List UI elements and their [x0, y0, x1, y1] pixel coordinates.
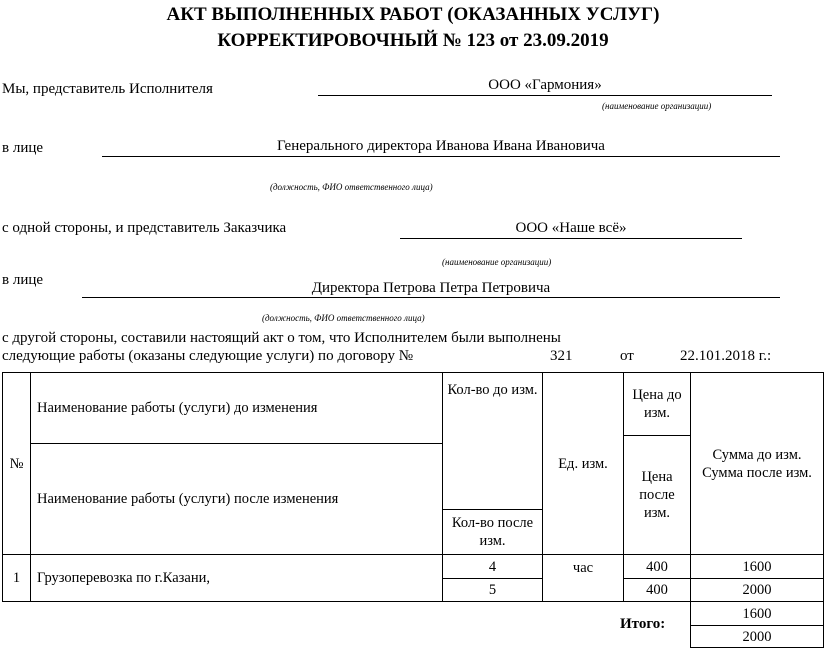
- header-unit: Ед. изм.: [542, 372, 624, 555]
- customer-person: Директора Петрова Петра Петровича: [311, 280, 551, 296]
- statement-line2-prefix: следующие работы (оказаны следующие услуги) по договору №: [2, 348, 414, 364]
- header-sum: Сумма до изм. Сумма после изм.: [690, 372, 824, 555]
- executor-person: Генерального директора Иванова Ивана Ивановича: [277, 138, 605, 154]
- row-unit: час: [542, 554, 624, 602]
- header-qty-before: Кол-во до изм.: [442, 372, 543, 510]
- header-name-after: Наименование работы (услуги) после изменения: [30, 443, 443, 555]
- executor-org-line: [318, 95, 772, 96]
- row-num: 1: [2, 554, 31, 602]
- executor-person-label: в лице: [2, 140, 44, 156]
- row-name: Грузоперевозка по г.Казани,: [30, 554, 443, 602]
- customer-label: с одной стороны, и представитель Заказчика: [2, 220, 287, 236]
- customer-person-label: в лице: [2, 272, 44, 288]
- document-title-line2: КОРРЕКТИРОВОЧНЫЙ № 123 от 23.09.2019: [217, 30, 609, 51]
- customer-org-hint: (наименование организации): [442, 257, 552, 267]
- executor-org: ООО «Гармония»: [488, 77, 602, 93]
- contract-date: 22.101.2018 г.:: [680, 348, 772, 364]
- row-qty-after: 5: [442, 578, 543, 602]
- executor-person-hint: (должность, ФИО ответственного лица): [270, 182, 433, 192]
- contract-number: 321: [550, 348, 573, 364]
- total-label: Итого:: [620, 616, 666, 632]
- customer-person-hint: (должность, ФИО ответственного лица): [262, 313, 425, 323]
- row-sum-before: 1600: [690, 554, 824, 579]
- header-name-before: Наименование работы (услуги) до изменения: [30, 372, 443, 444]
- header-price-before: Цена до изм.: [623, 372, 691, 436]
- row-price-after: 400: [623, 578, 691, 602]
- statement-line1: с другой стороны, составили настоящий акт о том, что Исполнителем были выполнены: [2, 330, 561, 346]
- row-qty-before: 4: [442, 554, 543, 579]
- executor-label: Мы, представитель Исполнителя: [2, 81, 213, 97]
- customer-org-line: [400, 238, 742, 239]
- executor-person-line: [102, 156, 780, 157]
- contract-from-label: от: [620, 348, 634, 364]
- customer-org: ООО «Наше всё»: [515, 220, 627, 236]
- row-price-before: 400: [623, 554, 691, 579]
- header-qty-after: Кол-во после изм.: [442, 509, 543, 555]
- total-after: 2000: [690, 625, 824, 648]
- document-title-line1: АКТ ВЫПОЛНЕННЫХ РАБОТ (ОКАЗАННЫХ УСЛУГ): [166, 4, 660, 25]
- executor-org-hint: (наименование организации): [602, 101, 712, 111]
- customer-person-line: [82, 297, 780, 298]
- row-sum-after: 2000: [690, 578, 824, 602]
- header-price-after: Цена после изм.: [623, 435, 691, 555]
- total-before: 1600: [690, 601, 824, 626]
- header-num: №: [2, 372, 31, 555]
